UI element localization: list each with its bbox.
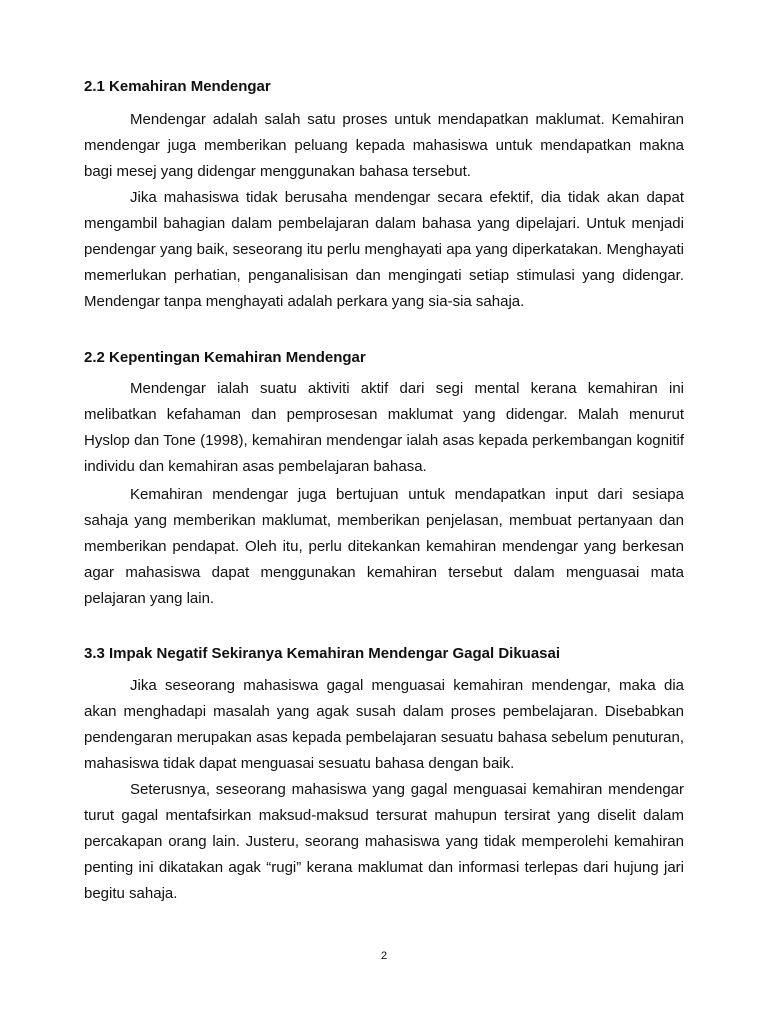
paragraph: Mendengar adalah salah satu proses untuk mendapatkan maklumat. Kemahiran mendengar juga memberikan peluang kepada mahasiswa untuk mendapatkan makna bagi mesej yang didengar menggunakan bahasa tersebut. <box>84 111 684 180</box>
paragraph: Seterusnya, seseorang mahasiswa yang gagal menguasai kemahiran mendengar turut gagal mentafsirkan maksud-maksud tersurat mahupun tersirat yang diselit dalam percakapan orang lain. Justeru, seorang mahasiswa yang tidak memperolehi kemahiran penting ini dikatakan agak “rugi” kerana maklumat dan informasi terlepas dari hujung jari begitu sahaja. <box>84 781 684 902</box>
section-heading: 3.3 Impak Negatif Sekiranya Kemahiran Mendengar Gagal Dikuasai <box>84 645 561 662</box>
paragraph: Jika mahasiswa tidak berusaha mendengar secara efektif, dia tidak akan dapat mengambil bahagian dalam pembelajaran dalam bahasa yang dipelajari. Untuk menjadi pendengar yang baik, seseorang itu perlu menghayati apa yang diperkatakan. Menghayati memerlukan perhatian, penganalisisan dan mengingati setiap stimulasi yang didengar. Mendengar tanpa menghayati adalah perkara yang sia-sia sahaja. <box>84 189 684 310</box>
section-heading: 2.1 Kemahiran Mendengar <box>84 78 271 95</box>
paragraph: Kemahiran mendengar juga bertujuan untuk mendapatkan input dari sesiapa sahaja yang memberikan maklumat, memberikan penjelasan, membuat pertanyaan dan memberikan pendapat. Oleh itu, perlu ditekankan kemahiran mendengar yang berkesan agar mahasiswa dapat menggunakan kemahiran tersebut dalam menguasai mata pelajaran yang lain. <box>84 486 684 607</box>
paragraph: Jika seseorang mahasiswa gagal menguasai kemahiran mendengar, maka dia akan menghadapi masalah yang agak susah dalam proses pembelajaran. Disebabkan pendengaran merupakan asas kepada pembelajaran sesuatu bahasa sebelum penuturan, mahasiswa tidak dapat menguasai sesuatu bahasa dengan baik. <box>84 677 684 772</box>
section-heading: 2.2 Kepentingan Kemahiran Mendengar <box>84 349 366 366</box>
page-number: 2 <box>380 950 388 962</box>
paragraph: Mendengar ialah suatu aktiviti aktif dari segi mental kerana kemahiran ini melibatkan kefahaman dan pemprosesan maklumat yang didengar. Malah menurut Hyslop dan Tone (1998), kemahiran mendengar ialah asas kepada perkembangan kognitif individu dan kemahiran asas pembelajaran bahasa. <box>84 380 684 475</box>
